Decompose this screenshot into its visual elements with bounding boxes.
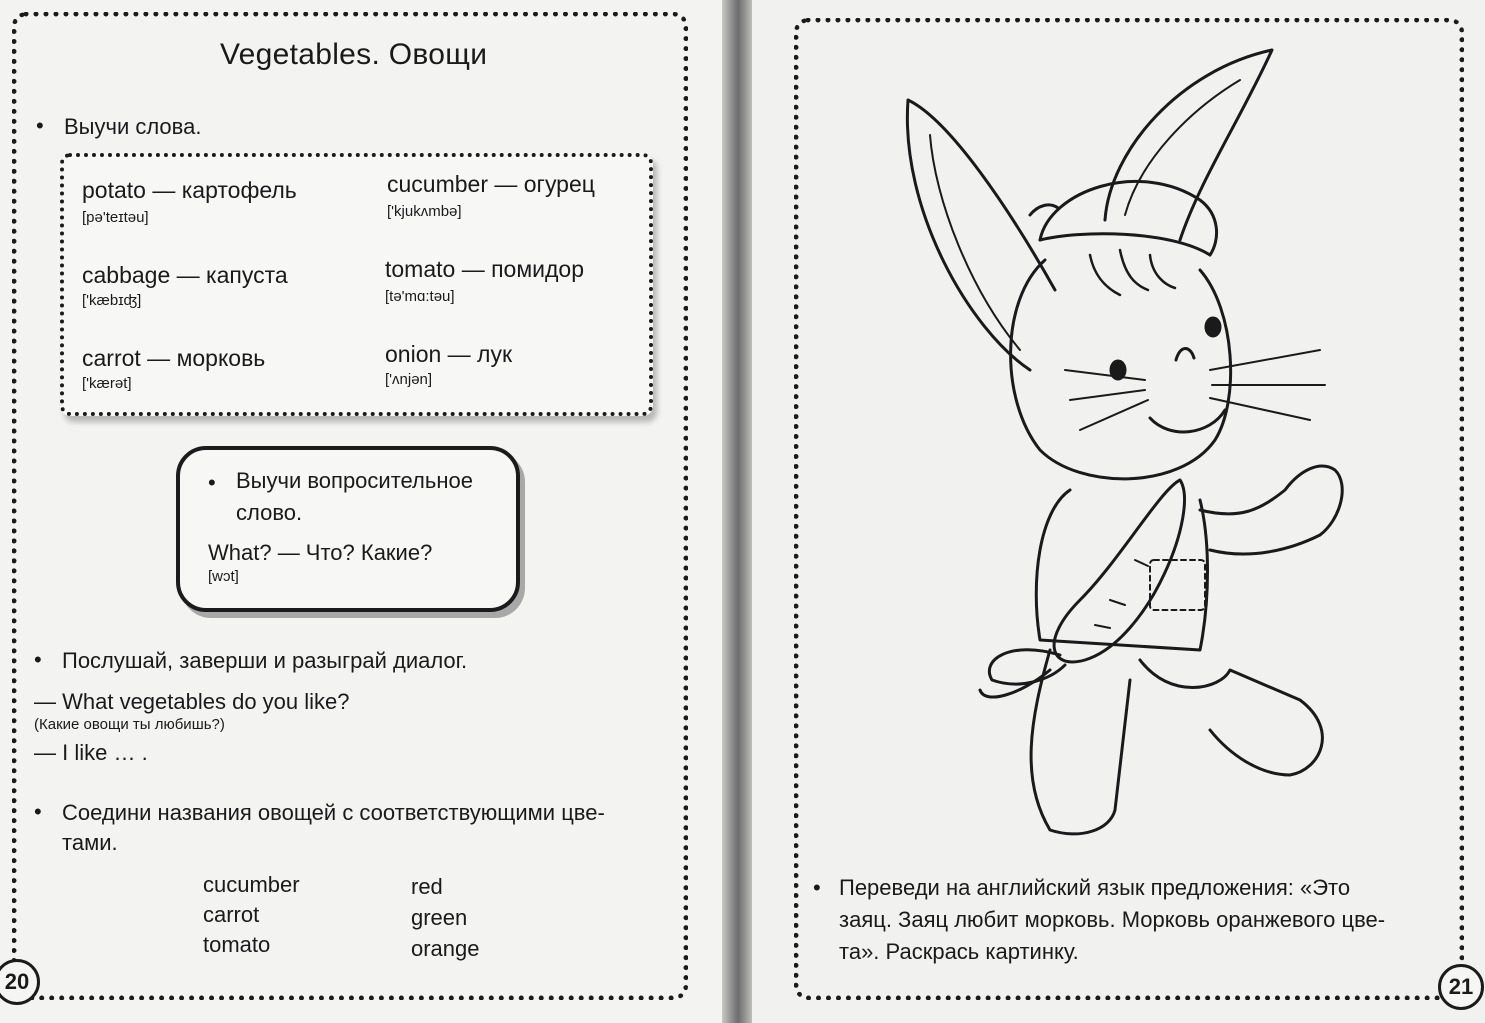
question-word: What? — Что? Какие? <box>208 540 433 565</box>
dialog-translation: (Какие овощи ты любишь?) <box>34 716 225 733</box>
vocab-transcription: ['kæbɪʤ] <box>82 292 142 309</box>
translate-instruction-line1: Переведи на английский язык предложения: «Это <box>839 875 1351 900</box>
vocab-word: cucumber — огурец <box>387 171 595 197</box>
translate-bullet: • <box>813 875 821 900</box>
vocab-transcription: ['kjukʌmbə] <box>387 203 462 220</box>
question-box-instruction: Выучи вопросительное <box>236 468 473 493</box>
translate-instruction <box>813 872 1429 968</box>
vocab-transcription: ['ʌnjən] <box>385 371 433 388</box>
page-title: Vegetables. Овощи <box>220 38 488 71</box>
translate-instruction-line2: заяц. Заяц любит морковь. Морковь оранжевого цве- <box>839 907 1386 932</box>
dialog-question: — What vegetables do you like? <box>34 689 350 714</box>
match-color: orange <box>411 936 480 961</box>
vocab-word: carrot — морковь <box>82 345 266 371</box>
match-vegetable: carrot <box>203 902 260 927</box>
vocab-transcription: [tə'mɑ:təu] <box>385 288 455 305</box>
bunny-coloring-illustration <box>880 40 1380 840</box>
vocab-transcription: [pə'teɪtəu] <box>82 209 149 226</box>
vocab-word: cabbage — капуста <box>82 262 288 288</box>
vocab-word: onion — лук <box>385 341 513 367</box>
match-instruction-cont: тами. <box>62 830 118 855</box>
translate-instruction-line3: та». Раскрась картинку. <box>839 939 1079 964</box>
vocab-word: tomato — помидор <box>385 256 585 282</box>
vocab-transcription: ['kærət] <box>82 375 132 392</box>
question-word-box <box>176 446 520 612</box>
match-vegetable: cucumber <box>203 872 300 897</box>
question-word-transcription: [wɔt] <box>208 568 239 585</box>
left-page <box>0 0 722 1023</box>
book-spine <box>722 0 752 1023</box>
question-box-instruction-cont: слово. <box>236 500 303 525</box>
vocabulary-box <box>60 153 653 416</box>
match-instruction: • Соедини названия овощей с соответствующими цве- <box>62 800 605 826</box>
page-number-left: 20 <box>0 959 40 1005</box>
learn-words-instruction: • Выучи слова. <box>64 114 201 140</box>
page-number-right: 21 <box>1438 964 1484 1010</box>
question-box-bullet: • <box>208 470 216 495</box>
vocab-word: potato — картофель <box>82 177 297 203</box>
dialog-answer: — I like … . <box>34 740 148 765</box>
match-vegetable: tomato <box>203 932 271 957</box>
dialog-instruction: • Послушай, заверши и разыграй диалог. <box>62 648 467 674</box>
match-color: green <box>411 905 468 930</box>
match-color: red <box>411 874 443 899</box>
